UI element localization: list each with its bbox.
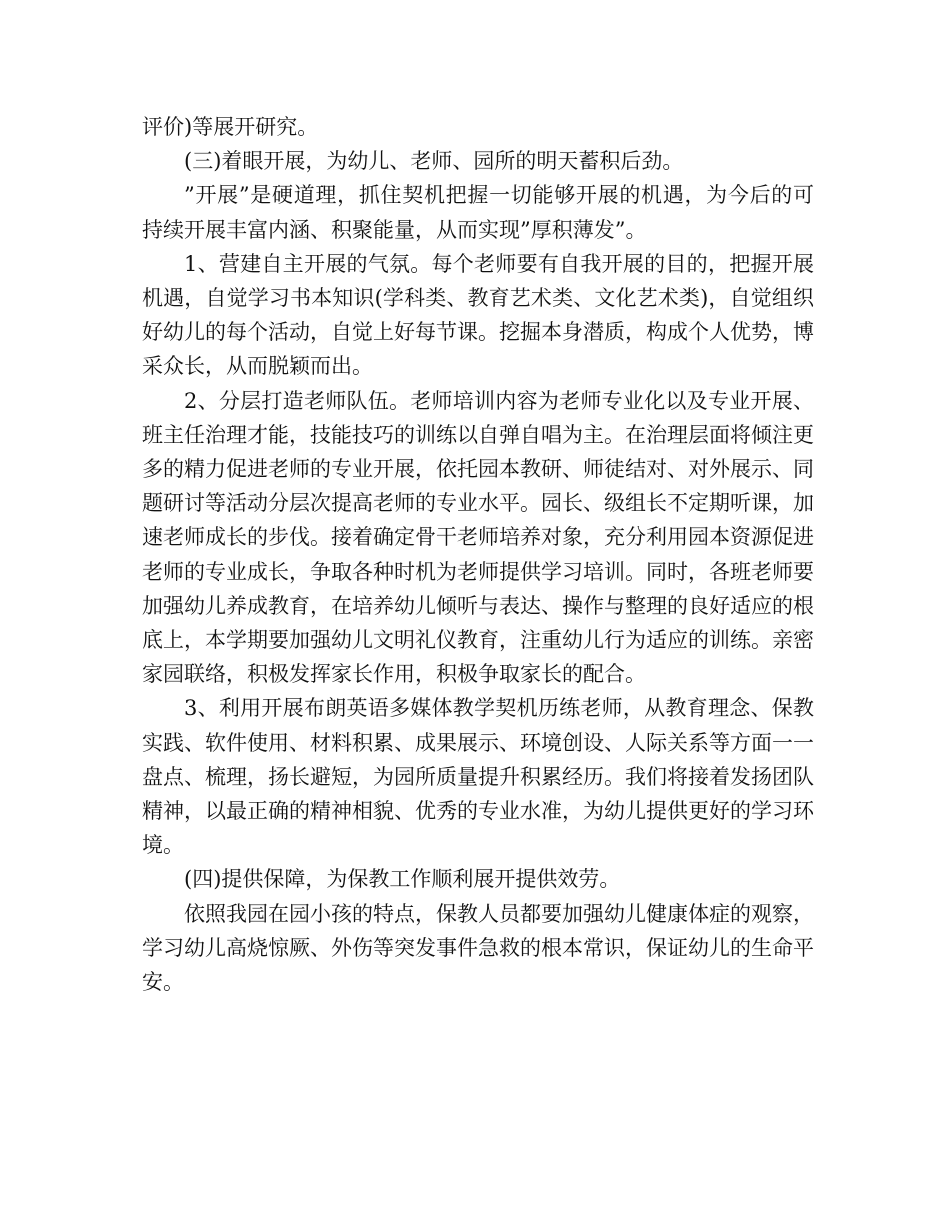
paragraph-continuation: 评价)等展开研究。 <box>142 115 319 139</box>
section-heading-three: (三)着眼开展，为幼儿、老师、园所的明天蓄积后劲。 <box>184 149 684 174</box>
paragraph-item-3: 3、利用开展布朗英语多媒体教学契机历练老师，从教育理念、保教实践、软件使用、材料积累、成果展示、环境创设、人际关系等方面一一盘点、梳理，扬长避短，为园所质量提升积累经历。我们将接着发扬团队精神，以最正确的精神相貌、优秀的专业水准，为幼儿提供更好的学习环境。 <box>142 696 814 858</box>
paragraph-item-1: 1、营建自主开展的气氛。每个老师要有自我开展的目的，把握开展机遇，自觉学习书本知识(学科类、教育艺术类、文化艺术类)，自觉组织好幼儿的每个活动，自觉上好每节课。挖掘本身潜质，构成个人优势，博采众长，从而脱颖而出。 <box>142 251 814 379</box>
paragraph-safety: 依照我园在园小孩的特点，保教人员都要加强幼儿健康体症的观察，学习幼儿高烧惊厥、外伤等突发事件急救的根本常识，保证幼儿的生命平安。 <box>142 901 814 995</box>
paragraph-development-intro: ”开展”是硬道理，抓住契机把握一切能够开展的机遇，为今后的可持续开展丰富内涵、积聚能量，从而实现”厚积薄发”。 <box>142 183 814 242</box>
paragraph-item-2: 2、分层打造老师队伍。老师培训内容为老师专业化以及专业开展、班主任治理才能，技能技巧的训练以自弹自唱为主。在治理层面将倾注更多的精力促进老师的专业开展，依托园本教研、师徒结对、对外展示、同题研讨等活动分层次提高老师的专业水平。园长、级组长不定期听课，加速老师成长的步伐。接着确定骨干老师培养对象，充分利用园本资源促进老师的专业成长，争取各种时机为老师提供学习培训。同时，各班老师要加强幼儿养成教育，在培养幼儿倾听与表达、操作与整理的良好适应的根底上，本学期要加强幼儿文明礼仪教育，注重幼儿行为适应的训练。亲密家园联络，积极发挥家长作用，积极争取家长的配合。 <box>142 388 814 687</box>
document-page <box>142 110 814 999</box>
section-heading-four: (四)提供保障，为保教工作顺利展开提供效劳。 <box>184 867 621 892</box>
